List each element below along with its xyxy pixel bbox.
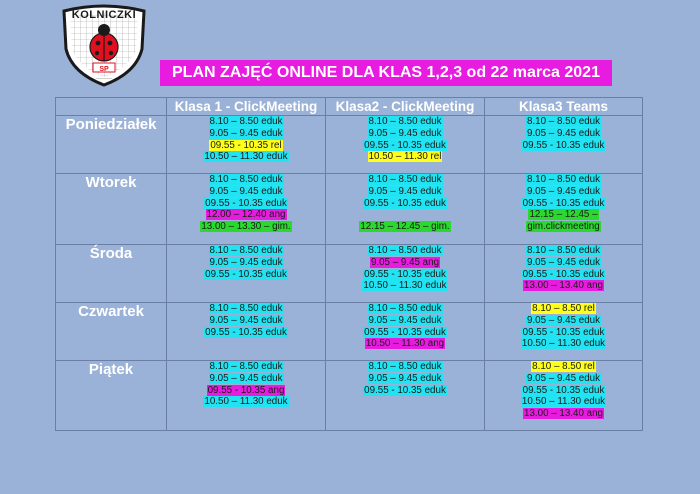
lesson-text: 9.05 – 9.45 eduk	[527, 256, 600, 268]
lesson-text: 9.05 – 9.45 eduk	[527, 127, 600, 139]
table-row	[56, 116, 643, 174]
lesson-text: 09.55 - 10.35 eduk	[364, 384, 446, 396]
lesson-line	[326, 186, 484, 198]
lesson-text: 8.10 – 8.50 eduk	[527, 116, 600, 127]
lesson-text: 8.10 – 8.50 eduk	[527, 245, 600, 256]
lesson-line	[167, 128, 325, 140]
lesson-text: 8.10 – 8.50 eduk	[209, 174, 283, 185]
lesson-line	[167, 116, 325, 128]
lesson-line	[485, 373, 642, 385]
lesson-line	[485, 174, 642, 186]
lesson-line	[167, 385, 325, 397]
lesson-line	[485, 269, 642, 281]
lesson-text: gim.clickmeeting	[527, 221, 600, 233]
svg-text:~~~~~~~~: ~~~~~~~~	[95, 77, 113, 81]
lesson-text: 9.05 – 9.45 eduk	[209, 127, 283, 139]
schedule-cell	[326, 245, 485, 303]
lesson-text: 09.55 - 10.35 rel	[210, 139, 282, 151]
lesson-text: 09.55 - 10.35 eduk	[522, 384, 605, 396]
lesson-text: 09.55 - 10.35 eduk	[364, 139, 446, 151]
svg-text:SP: SP	[99, 66, 109, 73]
schedule-cell	[485, 361, 643, 431]
lesson-text: 10.50 – 11.30 ang	[365, 338, 445, 350]
lesson-line	[326, 198, 484, 210]
lesson-line	[326, 327, 484, 339]
lesson-line	[485, 257, 642, 269]
schedule-cell	[167, 116, 326, 174]
schedule-cell	[167, 174, 326, 245]
table-row	[56, 174, 643, 245]
lesson-text: 8.10 – 8.50 eduk	[209, 303, 283, 314]
lesson-line	[485, 209, 642, 221]
lesson-text: 13.00 – 13.40 ang	[524, 408, 603, 420]
lesson-text: 12.15 – 12.45 –	[529, 209, 598, 221]
lesson-line	[326, 269, 484, 281]
day-label: Piątek	[56, 361, 167, 431]
lesson-line	[326, 257, 484, 269]
lesson-line	[485, 396, 642, 408]
lesson-text: 9.05 – 9.45 eduk	[209, 185, 283, 197]
lesson-line	[485, 338, 642, 350]
lesson-line	[326, 221, 484, 233]
lesson-line	[326, 338, 484, 350]
lesson-text	[404, 209, 406, 220]
lesson-line	[167, 209, 325, 221]
lesson-line	[167, 198, 325, 210]
schedule-cell	[485, 174, 643, 245]
lesson-text: 10.50 – 11.30 eduk	[204, 396, 288, 408]
lesson-line	[326, 151, 484, 163]
lesson-line	[167, 257, 325, 269]
page-title: PLAN ZAJĘĆ ONLINE DLA KLAS 1,2,3 od 22 marca 2021	[160, 60, 612, 86]
lesson-text: 10.50 – 11.30 eduk	[204, 151, 288, 163]
schedule-cell	[485, 303, 643, 361]
lesson-text: 13.00 – 13.30 – gim.	[201, 221, 291, 233]
column-header-empty	[56, 98, 167, 116]
schedule-cell	[167, 361, 326, 431]
lesson-line	[167, 361, 325, 373]
schedule-cell	[326, 116, 485, 174]
lesson-line	[167, 315, 325, 327]
lesson-text: 10.50 – 11.30 eduk	[521, 338, 606, 350]
lesson-text: 8.10 – 8.50 eduk	[209, 361, 283, 372]
lesson-text: 09.55 - 10.35 eduk	[522, 326, 605, 338]
lesson-text: 9.05 – 9.45 eduk	[527, 185, 600, 197]
lesson-text: 8.10 – 8.50 eduk	[368, 245, 442, 256]
lesson-line	[167, 245, 325, 257]
lesson-text: 09.55 - 10.35 eduk	[522, 139, 605, 151]
logo-text: KOLNICZKI	[71, 9, 137, 21]
lesson-line	[485, 198, 642, 210]
lesson-text: 8.10 – 8.50 eduk	[368, 174, 442, 185]
lesson-text: 09.55 - 10.35 eduk	[205, 268, 287, 280]
lesson-line	[326, 128, 484, 140]
lesson-line	[485, 186, 642, 198]
lesson-line	[326, 315, 484, 327]
schedule-body	[56, 116, 643, 431]
lesson-text: 8.10 – 8.50 eduk	[368, 303, 442, 314]
lesson-line	[167, 373, 325, 385]
lesson-line	[167, 396, 325, 408]
column-header-klasa1: Klasa 1 - ClickMeeting	[167, 98, 326, 116]
lesson-text: 09.55 - 10.35 eduk	[364, 197, 446, 209]
schedule-cell	[167, 303, 326, 361]
lesson-line	[167, 303, 325, 315]
lesson-text: 10.50 – 11.30 eduk	[521, 396, 606, 408]
lesson-line	[167, 269, 325, 281]
lesson-line	[485, 245, 642, 257]
day-label: Środa	[56, 245, 167, 303]
lesson-text: 09.55 - 10.35 eduk	[522, 268, 605, 280]
header-row	[56, 98, 643, 116]
lesson-line	[167, 221, 325, 233]
lesson-line	[485, 385, 642, 397]
column-header-klasa2: Klasa2 - ClickMeeting	[326, 98, 485, 116]
lesson-line	[485, 128, 642, 140]
lesson-line	[326, 385, 484, 397]
lesson-text: 09.55 - 10.35 ang	[207, 384, 285, 396]
lesson-line	[326, 116, 484, 128]
lesson-text: 9.05 – 9.45 eduk	[209, 314, 283, 326]
schedule-cell	[326, 361, 485, 431]
lesson-line	[326, 140, 484, 152]
table-row	[56, 303, 643, 361]
lesson-line	[326, 280, 484, 292]
table-row	[56, 361, 643, 431]
lesson-text: 8.10 – 8.50 eduk	[209, 116, 283, 127]
lesson-line	[326, 174, 484, 186]
lesson-text: 09.55 - 10.35 eduk	[205, 326, 287, 338]
lesson-text: 8.10 – 8.50 eduk	[209, 245, 283, 256]
lesson-text: 9.05 – 9.45 eduk	[209, 256, 283, 268]
lesson-text: 8.10 – 8.50 eduk	[527, 174, 600, 185]
lesson-text: 8.10 – 8.50 rel	[532, 303, 595, 314]
lesson-line	[485, 280, 642, 292]
lesson-text: 9.05 – 9.45 eduk	[368, 372, 442, 384]
schedule-cell	[326, 303, 485, 361]
lesson-line	[485, 315, 642, 327]
lesson-line	[167, 174, 325, 186]
schedule-cell	[485, 116, 643, 174]
lesson-line	[167, 186, 325, 198]
lesson-line	[326, 373, 484, 385]
lesson-line	[326, 361, 484, 373]
lesson-line	[167, 327, 325, 339]
lesson-text: 9.05 – 9.45 eduk	[209, 372, 283, 384]
lesson-line	[326, 209, 484, 221]
lesson-line	[485, 408, 642, 420]
lesson-line	[485, 327, 642, 339]
lesson-text: 8.10 – 8.50 eduk	[368, 116, 442, 127]
lesson-text: 12.15 – 12.45 – gim.	[360, 221, 450, 233]
day-label: Poniedziałek	[56, 116, 167, 174]
lesson-text: 9.05 – 9.45 eduk	[527, 314, 600, 326]
lesson-line	[485, 221, 642, 233]
lesson-text: 13.00 – 13.40 ang	[524, 280, 603, 292]
lesson-line	[167, 140, 325, 152]
lesson-text: 9.05 – 9.45 eduk	[527, 372, 600, 384]
lesson-text: 09.55 - 10.35 eduk	[522, 197, 605, 209]
lesson-line	[485, 361, 642, 373]
lesson-text: 9.05 – 9.45 eduk	[368, 185, 442, 197]
table-row	[56, 245, 643, 303]
lesson-text: 09.55 - 10.35 eduk	[205, 197, 287, 209]
lesson-line	[326, 245, 484, 257]
column-header-klasa3: Klasa3 Teams	[485, 98, 643, 116]
lesson-line	[485, 303, 642, 315]
schedule-table	[55, 97, 643, 431]
lesson-text: 09.55 - 10.35 eduk	[364, 268, 446, 280]
day-label: Czwartek	[56, 303, 167, 361]
lesson-text: 10.50 – 11.30 eduk	[363, 280, 447, 292]
lesson-line	[326, 303, 484, 315]
lesson-text: 9.05 – 9.45 eduk	[368, 314, 442, 326]
lesson-text: 8.10 – 8.50 eduk	[368, 361, 442, 372]
schedule-cell	[167, 245, 326, 303]
schedule-cell	[485, 245, 643, 303]
lesson-line	[485, 140, 642, 152]
day-label: Wtorek	[56, 174, 167, 245]
lesson-line	[167, 151, 325, 163]
lesson-text: 9.05 – 9.45 ang	[370, 256, 440, 268]
lesson-line	[485, 116, 642, 128]
lesson-text: 12.00 – 12.40 ang	[206, 209, 286, 221]
lesson-text: 8.10 – 8.50 rel	[532, 361, 595, 372]
lesson-text: 10.50 – 11.30 rel	[368, 151, 442, 163]
lesson-text: 9.05 – 9.45 eduk	[368, 127, 442, 139]
lesson-text: 09.55 - 10.35 eduk	[364, 326, 446, 338]
schedule-cell	[326, 174, 485, 245]
